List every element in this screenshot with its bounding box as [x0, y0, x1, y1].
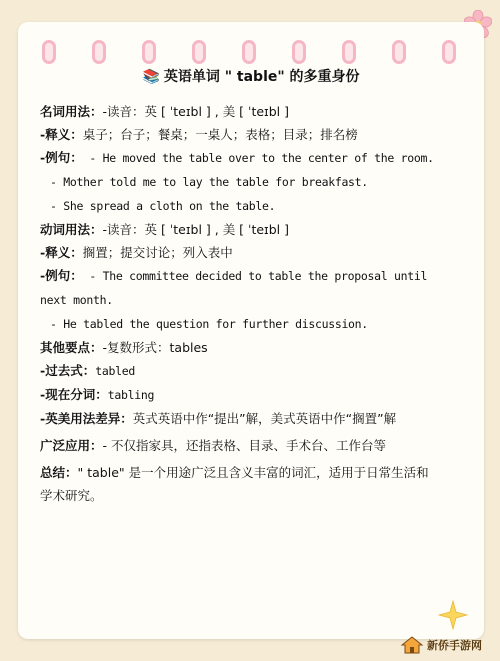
line-label: -例句：: [40, 268, 83, 283]
line-label: -现在分词：: [40, 387, 108, 402]
ring: [92, 40, 106, 64]
line-text: -读音：英 [ ˈteɪbl ] , 美 [ ˈteɪbl ]: [102, 222, 289, 237]
line-label: -释义：: [40, 127, 83, 142]
noun-example-line: [40, 146, 435, 170]
verb-example-line: [40, 312, 435, 336]
sparkle-icon: [438, 600, 468, 630]
line-label: 其他要点：: [40, 340, 103, 355]
line-label: 动词用法：: [40, 222, 103, 237]
line-label: 广泛应用：: [40, 438, 103, 453]
noun-meaning-line: [40, 123, 435, 146]
watermark-text: 新侨手游网: [427, 639, 482, 652]
ring: [292, 40, 306, 64]
line-text: - 不仅指家具，还指表格、目录、手术台、工作台等: [102, 438, 387, 453]
line-label: -释义：: [40, 245, 83, 260]
line-text: - The committee decided to table the proposal until next month.: [40, 269, 428, 307]
ring: [342, 40, 356, 64]
line-text: tabling: [107, 388, 155, 402]
line-text: - Mother told me to lay the table for breakfast.: [50, 175, 368, 189]
books-icon: 📚: [142, 69, 160, 85]
ring: [242, 40, 256, 64]
present-participle-line: [40, 383, 435, 407]
title-text: 英语单词 " table" 的多重身份: [163, 69, 360, 85]
past-tense-line: [40, 359, 435, 383]
ring: [42, 40, 56, 64]
ring: [142, 40, 156, 64]
line-label: 总结：: [40, 465, 78, 480]
noun-example-line: [40, 194, 435, 218]
verb-example-line: [40, 264, 435, 312]
line-text: 英式英语中作“提出”解，美式英语中作“搁置”解: [132, 411, 397, 426]
line-label: -英美用法差异：: [40, 411, 133, 426]
noun-pronunciation-line: [40, 100, 435, 123]
line-text: 搁置；提交讨论；列入表中: [82, 245, 233, 260]
plural-line: [40, 336, 435, 359]
line-text: 桌子；台子；餐桌；一桌人；表格；目录；排名榜: [82, 127, 358, 142]
application-line: [40, 434, 435, 457]
line-label: 名词用法：: [40, 104, 103, 119]
noun-example-line: [40, 170, 435, 194]
line-text: " table" 是一个用途广泛且含义丰富的词汇，适用于日常生活和学术研究。: [40, 465, 429, 503]
ring: [392, 40, 406, 64]
line-label: -过去式：: [40, 363, 96, 378]
line-text: - He tabled the question for further discussion.: [50, 317, 368, 331]
ring: [192, 40, 206, 64]
verb-pronunciation-line: [40, 218, 435, 241]
line-text: -复数形式：tables: [102, 340, 208, 355]
line-label: -例句：: [40, 150, 83, 165]
ring: [442, 40, 456, 64]
line-text: - He moved the table over to the center of the room.: [82, 151, 434, 165]
us-uk-difference-line: [40, 407, 435, 430]
summary-line: [40, 461, 435, 507]
site-watermark: [400, 633, 496, 657]
line-text: tabled: [95, 364, 135, 378]
line-text: -读音：英 [ ˈteɪbl ] , 美 [ ˈteɪbl ]: [102, 104, 289, 119]
house-logo-icon: [400, 635, 424, 655]
line-text: - She spread a cloth on the table.: [50, 199, 276, 213]
content-body: [40, 100, 435, 507]
verb-meaning-line: [40, 241, 435, 264]
page-title: [18, 66, 484, 88]
notebook-rings: [18, 22, 484, 62]
